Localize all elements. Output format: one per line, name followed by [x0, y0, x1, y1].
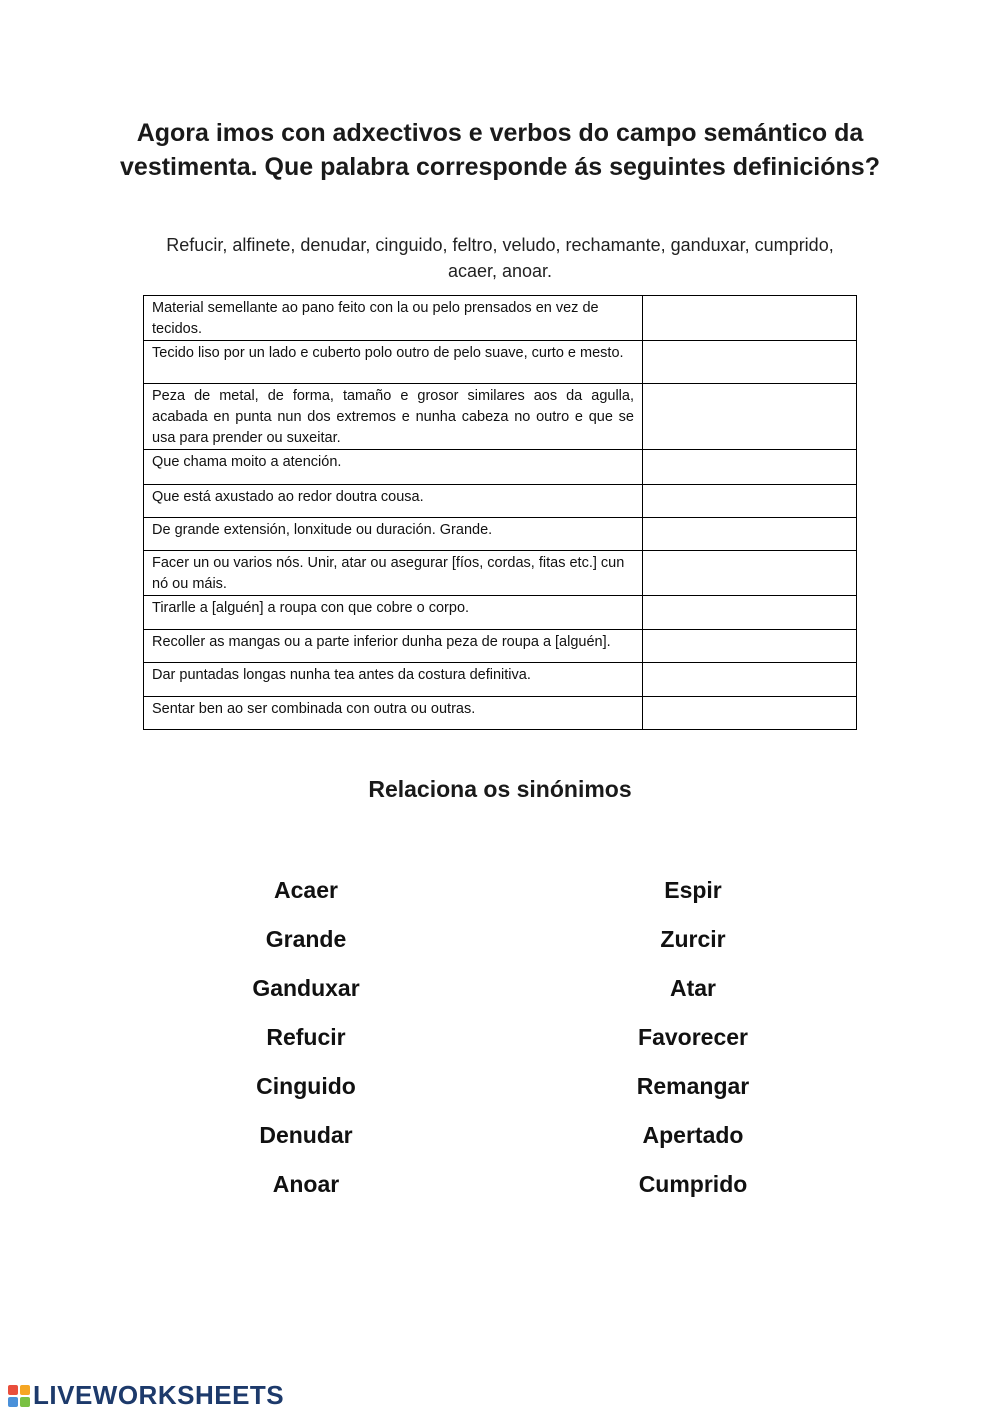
definition-text: Que chama moito a atención. [144, 450, 643, 485]
synonyms-right-column [543, 872, 843, 1215]
brand-name: LIVEWORKSHEETS [33, 1380, 285, 1410]
table-row [144, 697, 857, 730]
table-row [144, 485, 857, 518]
definition-text: Facer un ou varios nós. Unir, atar ou asegurar [fíos, cordas, fitas etc.] cun nó ou máis. [144, 551, 643, 596]
answer-cell[interactable] [643, 341, 857, 384]
answer-cell[interactable] [643, 596, 857, 630]
definition-text: De grande extensión, lonxitude ou duración. Grande. [144, 518, 643, 551]
synonym-word-left[interactable]: Acaer [274, 877, 338, 903]
table-row [144, 450, 857, 485]
answer-cell[interactable] [643, 296, 857, 341]
synonym-word-left[interactable]: Refucir [266, 1024, 346, 1050]
answer-cell[interactable] [643, 663, 857, 697]
synonym-word-right[interactable]: Cumprido [638, 1171, 748, 1197]
liveworksheets-footer[interactable] [8, 1380, 284, 1411]
definition-text: Material semellante ao pano feito con la ou pelo prensados en vez de tecidos. [144, 296, 643, 341]
synonyms-title: Relaciona os sinónimos [368, 776, 632, 802]
liveworksheets-logo-icon [8, 1385, 30, 1407]
definition-text: Tecido liso por un lado e cuberto polo outro de pelo suave, curto e mesto. [144, 341, 643, 384]
synonym-word-left[interactable]: Cinguido [256, 1073, 356, 1099]
word-bank: Refucir, alfinete, denudar, cinguido, feltro, veludo, rechamante, ganduxar, cumprido, acaer, anoar. [166, 235, 834, 281]
synonym-word-left[interactable]: Anoar [272, 1171, 340, 1197]
definition-text: Peza de metal, de forma, tamaño e grosor similares aos da agulla, acabada en punta nun dos extremos e nunha cabeza no outro e que se usa para prender ou suxeitar. [144, 384, 643, 450]
table-row [144, 630, 857, 663]
table-row [144, 551, 857, 596]
synonym-word-right[interactable]: Apertado [642, 1122, 744, 1148]
exercise-title: Agora imos con adxectivos e verbos do campo semántico da vestimenta. Que palabra corresponde ás seguintes definicións? [120, 119, 880, 181]
synonym-word-left[interactable]: Ganduxar [252, 975, 360, 1001]
synonym-word-right[interactable]: Favorecer [638, 1024, 748, 1050]
synonym-word-right[interactable]: Remangar [636, 1073, 750, 1099]
answer-cell[interactable] [643, 697, 857, 730]
definition-text: Sentar ben ao ser combinada con outra ou outras. [144, 697, 643, 730]
definitions-table [143, 295, 857, 730]
table-row [144, 296, 857, 341]
answer-cell[interactable] [643, 630, 857, 663]
definition-text: Tirarlle a [alguén] a roupa con que cobre o corpo. [144, 596, 643, 630]
definition-text: Que está axustado ao redor doutra cousa. [144, 485, 643, 518]
synonyms-left-column [156, 872, 456, 1215]
answer-cell[interactable] [643, 485, 857, 518]
synonym-word-right[interactable]: Atar [669, 975, 716, 1001]
table-row [144, 518, 857, 551]
definition-text: Recoller as mangas ou a parte inferior dunha peza de roupa a [alguén]. [144, 630, 643, 663]
table-row [144, 341, 857, 384]
synonym-word-right[interactable]: Zurcir [660, 926, 726, 952]
table-row [144, 384, 857, 450]
answer-cell[interactable] [643, 384, 857, 450]
definition-text: Dar puntadas longas nunha tea antes da costura definitiva. [144, 663, 643, 697]
answer-cell[interactable] [643, 518, 857, 551]
synonym-word-left[interactable]: Denudar [259, 1122, 353, 1148]
answer-cell[interactable] [643, 450, 857, 485]
synonym-word-right[interactable]: Espir [664, 877, 722, 903]
answer-cell[interactable] [643, 551, 857, 596]
table-row [144, 596, 857, 630]
synonym-word-left[interactable]: Grande [265, 926, 347, 952]
table-row [144, 663, 857, 697]
